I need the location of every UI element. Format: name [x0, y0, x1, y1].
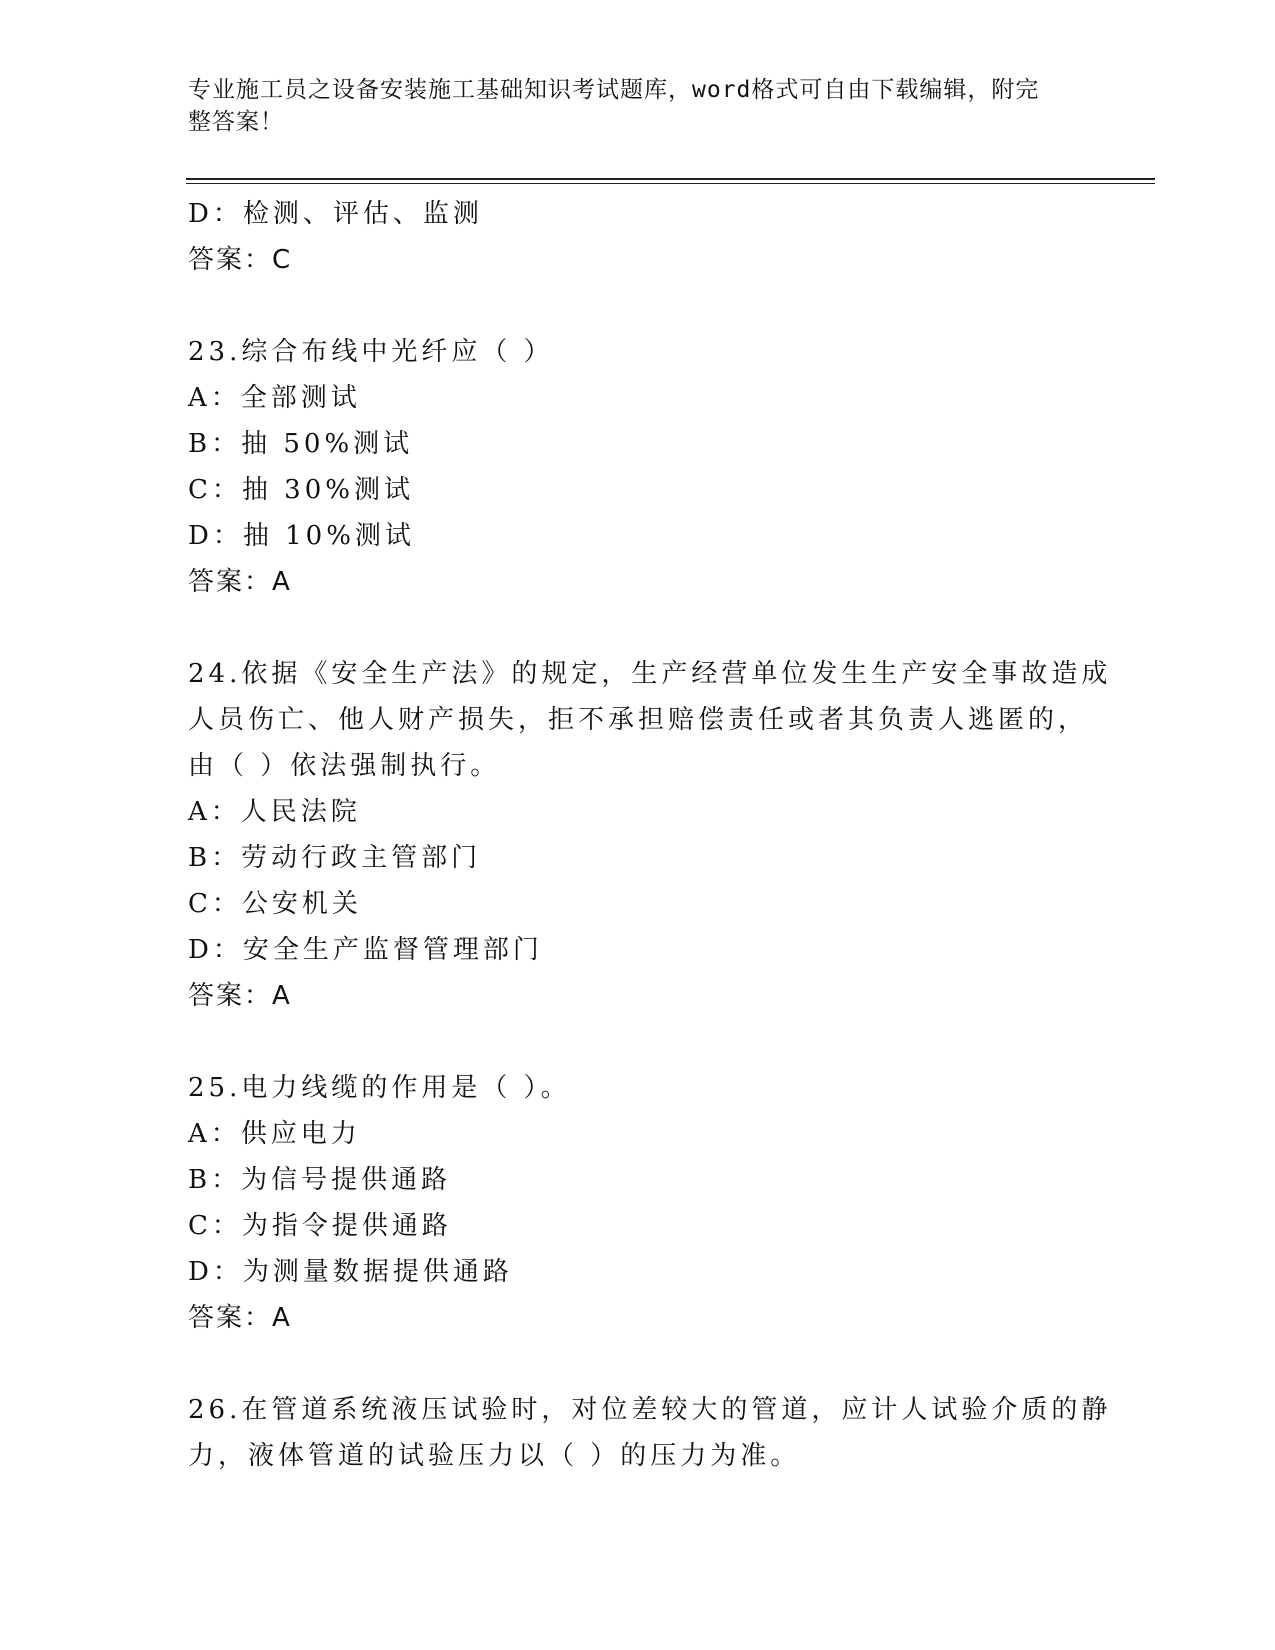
option-a: A：供应电力 — [188, 1119, 361, 1149]
option-d: D：安全生产监督管理部门 — [188, 935, 543, 965]
option-a: A：人民法院 — [188, 797, 361, 827]
option-c: C：为指令提供通路 — [188, 1211, 452, 1241]
question-26-text: 力，液体管道的试验压力以（ ）的压力为准。 — [188, 1441, 801, 1471]
question-24-text: 24.依据《安全生产法》的规定，生产经营单位发生生产安全事故造成 — [188, 659, 1112, 689]
question-24-text: 人员伤亡、他人财产损失，拒不承担赔偿责任或者其负责人逃匿的， — [188, 705, 1089, 735]
header-line-2: 整答案！ — [188, 109, 284, 135]
option-d: D：检测、评估、监测 — [188, 199, 483, 229]
answer: 答案：A — [188, 1303, 292, 1333]
header-divider-thin — [186, 183, 1155, 184]
document-header — [188, 74, 1068, 138]
answer: 答案：A — [188, 981, 292, 1011]
spacer — [188, 1019, 1088, 1065]
option-c: C：抽 30%测试 — [188, 475, 414, 505]
question-25-text: 25.电力线缆的作用是（ ）。 — [188, 1073, 571, 1103]
option-b: B：劳动行政主管部门 — [188, 843, 482, 873]
header-divider-thick — [186, 178, 1155, 180]
question-24-text: 由（ ）依法强制执行。 — [188, 751, 501, 781]
option-b: B：为信号提供通路 — [188, 1165, 452, 1195]
option-a: A：全部测试 — [188, 383, 361, 413]
answer: 答案：C — [188, 245, 293, 275]
option-c: C：公安机关 — [188, 889, 362, 919]
spacer — [188, 605, 1088, 651]
header-line-1: 专业施工员之设备安装施工基础知识考试题库，word格式可自由下载编辑，附完 — [188, 77, 1040, 103]
option-b: B：抽 50%测试 — [188, 429, 414, 459]
answer: 答案：A — [188, 567, 292, 597]
question-23-text: 23.综合布线中光纤应（ ） — [188, 337, 554, 367]
option-d: D：为测量数据提供通路 — [188, 1257, 513, 1287]
spacer — [188, 283, 1088, 329]
option-d: D：抽 10%测试 — [188, 521, 415, 551]
question-content — [188, 191, 1112, 1479]
question-26-text: 26.在管道系统液压试验时，对位差较大的管道，应计人试验介质的静 — [188, 1395, 1112, 1425]
spacer — [188, 1341, 1088, 1387]
